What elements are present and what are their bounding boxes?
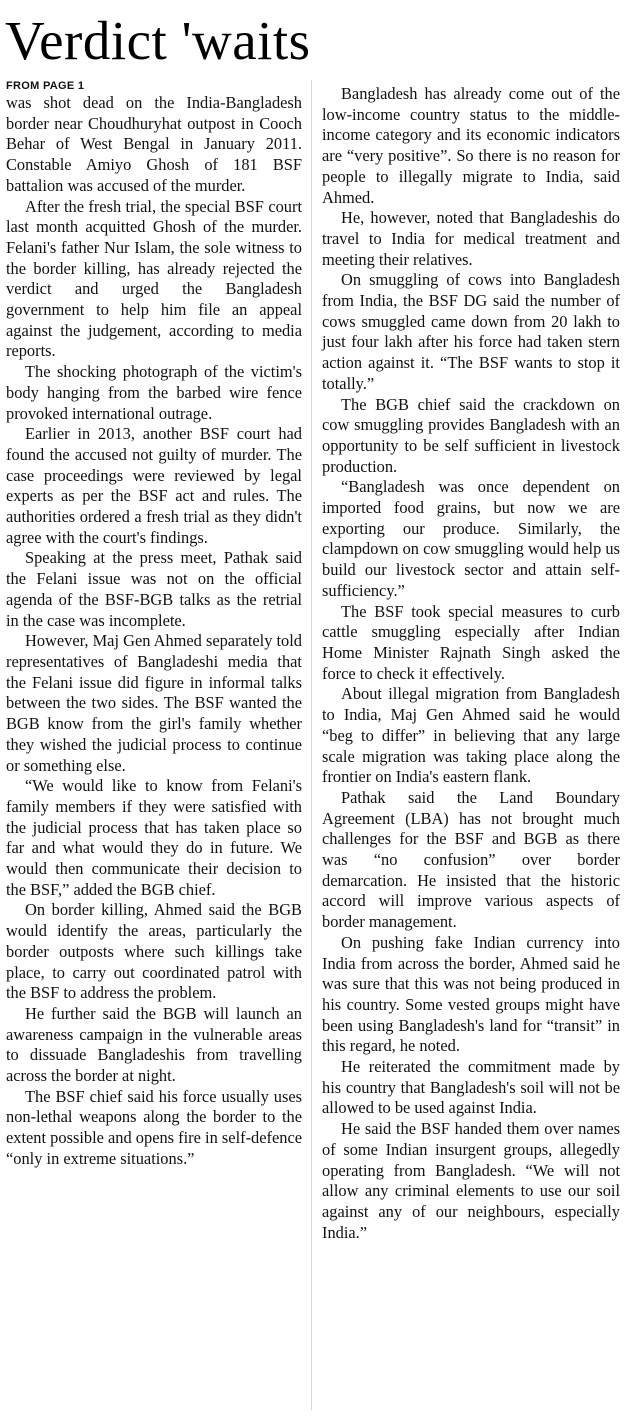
paragraph: Bangladesh has already come out of the low-income country status to the middle-income category and its economic indicators are “very positive”. So there is no reason for people to illegally migrate to India, said Ahmed. — [322, 84, 620, 207]
article-column-left — [6, 80, 302, 1170]
paragraph: On smuggling of cows into Bangladesh from India, the BSF DG said the number of cows smuggled came down from 20 lakh to just four lakh after his force had taken stern action against it. “The BSF wants to stop it totally.” — [322, 270, 620, 393]
paragraph: About illegal migration from Bangladesh to India, Maj Gen Ahmed said he would “beg to differ” in believing that any large scale migration was taking place along the frontier on India's eastern flank. — [322, 684, 620, 787]
paragraph: After the fresh trial, the special BSF court last month acquitted Ghosh of the murder. Felani's father Nur Islam, the sole witness to the border killing, has already rejected the verdict and urged the Bangladesh government to help him file an appeal against the judgement, according to media reports. — [6, 196, 302, 361]
paragraph: was shot dead on the India-Bangladesh border near Choudhuryhat outpost in Cooch Behar of West Bengal in January 2011. Constable Amiyo Ghosh of 181 BSF battalion was accused of the murder. — [6, 93, 302, 195]
paragraph: “Bangladesh was once dependent on imported food grains, but now we are exporting our produce. Similarly, the clampdown on cow smuggling would help us build our livestock sector and attain self-sufficiency.” — [322, 477, 620, 600]
paragraph: The shocking photograph of the victim's body hanging from the barbed wire fence provoked international outrage. — [6, 362, 302, 423]
paragraph: He reiterated the commitment made by his country that Bangladesh's soil will not be allowed to be used against India. — [322, 1057, 620, 1118]
paragraph: The BGB chief said the crackdown on cow smuggling provides Bangladesh with an opportunity to be self sufficient in livestock production. — [322, 394, 620, 476]
paragraph: On border killing, Ahmed said the BGB would identify the areas, particularly the border outposts where such killings take place, to carry out coordinated patrol with the BSF to address the problem. — [6, 900, 302, 1003]
article-column-right — [322, 84, 620, 1243]
article-headline: Verdict 'waits — [5, 10, 311, 71]
paragraph: He, however, noted that Bangladeshis do travel to India for medical treatment and meeting their relatives. — [322, 208, 620, 269]
paragraph: “We would like to know from Felani's family members if they were satisfied with the judicial process that has taken place so far and what would they do in future. We would then communicate their decision to the BSF,” added the BGB chief. — [6, 776, 302, 899]
paragraph: The BSF chief said his force usually uses non-lethal weapons along the border to the extent possible and opens fire in self-defence “only in extreme situations.” — [6, 1086, 302, 1168]
paragraph: He said the BSF handed them over names of some Indian insurgent groups, allegedly operating from Bangladesh. “We will not allow any criminal elements to use our soil against any of our neighbours, especially India.” — [322, 1119, 620, 1242]
column-divider — [311, 80, 312, 1410]
paragraph: However, Maj Gen Ahmed separately told representatives of Bangladeshi media that the Felani issue did figure in informal talks between the two sides. The BSF wanted the BGB know from the girl's family whether they wished the judicial process to continue or something else. — [6, 631, 302, 775]
paragraph: Earlier in 2013, another BSF court had found the accused not guilty of murder. The case proceedings were reviewed by legal experts as per the BSF act and rules. The authorities ordered a fresh trial as they didn't agree with the court's findings. — [6, 424, 302, 547]
paragraph: Speaking at the press meet, Pathak said the Felani issue was not on the official agenda of the BSF-BGB talks as the retrial in the case was incomplete. — [6, 548, 302, 630]
paragraph: On pushing fake Indian currency into India from across the border, Ahmed said he was sure that this was not being produced in his country. Some vested groups might have been using Bangladesh's land for “transit” in this regard, he noted. — [322, 932, 620, 1056]
paragraph: Pathak said the Land Boundary Agreement (LBA) has not brought much challenges for the BSF and BGB as there was “no confusion” over border demarcation. He insisted that the historic accord will improve various aspects of border management. — [322, 787, 620, 932]
paragraph: He further said the BGB will launch an awareness campaign in the vulnerable areas to dissuade Bangladeshis from travelling across the border at night. — [6, 1003, 302, 1086]
paragraph: The BSF took special measures to curb cattle smuggling especially after Indian Home Minister Rajnath Singh asked the force to check it effectively. — [322, 601, 620, 683]
continuation-label: FROM PAGE 1 — [6, 80, 85, 92]
